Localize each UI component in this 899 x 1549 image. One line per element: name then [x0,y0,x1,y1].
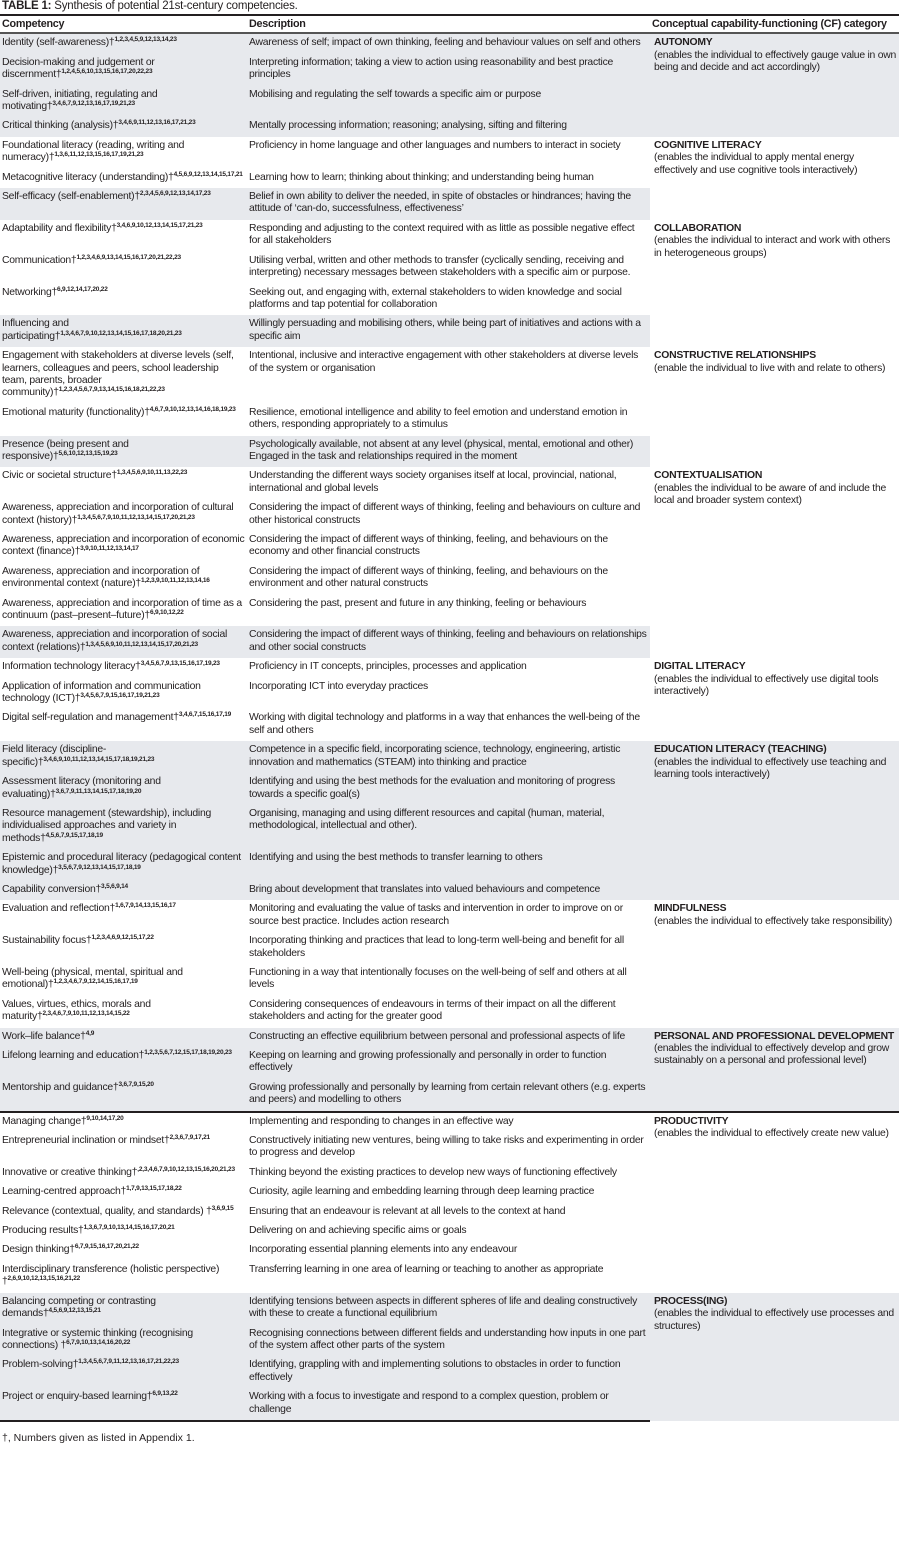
reference-numbers: 9,10,14,17,20 [86,1114,124,1122]
reference-numbers: 3,5,6,7,9,12,13,14,15,17,18,19 [58,863,141,871]
description-cell: Incorporating essential planning elements into any endeavour [249,1244,518,1256]
competency-cell [0,1047,247,1079]
reference-numbers: 3,5,6,9,14 [101,882,128,890]
header-category: Conceptual capability-functioning (CF) category [650,15,899,33]
table-row [0,137,899,169]
competency-name: Application of information and communication technology (ICT)† [2,680,201,705]
reference-numbers: 1,2,3,4,6,9,13,14,15,16,17,20,21,22,23 [76,253,181,261]
description-cell: Awareness of self; impact of own thinking, feeling and behaviour values on self and others [247,33,650,53]
competency-name: Self-driven, initiating, regulating and motivating† [2,88,158,113]
reference-numbers: 4,5,6,9,12,13,15,21 [48,1307,101,1315]
reference-numbers: 6,9,10,12,22 [149,609,184,617]
competency-cell [0,1388,247,1421]
competency-cell [0,315,247,347]
competency-name: Capability conversion† [2,883,102,895]
reference-numbers: 1,3,4,5,6,7,9,11,12,13,16,17,21,22,23 [78,1358,179,1366]
competency-name: Problem-solving† [2,1359,79,1371]
caption-label: TABLE 1: [2,0,52,12]
category-cell [650,347,899,467]
reference-numbers: 1,2,3,4,6,7,9,12,14,15,16,17,19 [53,978,138,986]
reference-numbers: 2,3,6,7,9,17,21 [169,1134,210,1142]
category-name: PERSONAL AND PROFESSIONAL DEVELOPMENT [654,1030,894,1042]
reference-numbers: 1,3,4,5,6,9,10,11,12,13,14,15,17,20,21,23 [85,640,198,648]
reference-numbers: 1,2,3,4,5,9,12,13,14,23 [114,36,177,44]
category-name: COGNITIVE LITERACY [654,139,762,151]
competency-name: Foundational literacy (reading, writing and numeracy)† [2,139,185,164]
description-cell: Mobilising and regulating the self towards a specific aim or purpose [247,86,650,118]
category-description: (enables the individual to effectively develop and grow sustainably on a personal and professional level) [654,1043,890,1067]
competency-name: Self-efficacy (self-enablement)† [2,191,140,203]
description-cell: Competence in a specific field, incorporating science, technology, engineering, artistic innovation and mathematics (STEAM) into thinking and practice [247,741,650,773]
reference-numbers: 5,6,10,12,13,15,19,23 [58,449,118,457]
description-cell: Identifying, grappling with and implementing solutions to obstacles in order to function effectively [247,1356,650,1388]
category-name: PRODUCTIVITY [654,1115,729,1127]
reference-numbers: 6,7,9,10,13,14,16,20,22 [66,1338,131,1346]
competency-name: Learning-centred approach† [2,1186,127,1198]
description-cell: Proficiency in home language and other languages and numbers to interact in society [249,139,621,151]
description-cell: Constructing an effective equilibrium between personal and professional aspects of life [247,1028,650,1047]
competency-cell [0,626,247,658]
reference-numbers: 3,6,9,15 [211,1204,234,1212]
competency-cell [0,658,247,677]
reference-numbers: 1,3,6,11,12,13,15,16,17,19,21,23 [54,151,144,159]
competency-name: Field literacy (discipline-specific)† [2,744,107,768]
category-cell [650,1293,899,1421]
competency-name: Decision-making and judgement or discernment† [2,56,155,81]
reference-numbers: 3,9,10,11,12,13,14,17 [80,545,139,553]
category-cell [650,33,899,136]
competency-name: Networking† [2,286,58,298]
competency-name: Metacognitive literacy (understanding)† [2,171,174,183]
reference-numbers: 6,9,13,22 [152,1390,178,1398]
header-description: Description [247,15,650,33]
competency-cell [0,849,247,881]
competency-cell [0,1079,247,1112]
category-description: (enables the individual to effectively take responsibility) [654,915,893,927]
competency-table [0,14,899,1422]
competency-cell [0,563,247,595]
reference-numbers: 3,4,6,9,10,12,13,14,15,17,21,23 [116,221,203,229]
reference-numbers: 4,5,6,7,9,15,17,18,19 [45,831,103,839]
description-cell: Curiosity, agile learning and embedding learning through deep learning practice [249,1186,595,1198]
description-cell: Incorporating ICT into everyday practices [249,680,428,692]
table-caption [0,0,899,14]
category-name: COLLABORATION [654,222,742,234]
competency-name: Civic or societal structure† [2,470,117,482]
competency-cell [0,1241,247,1260]
competency-cell [0,805,247,849]
reference-numbers: 6,7,9,15,16,17,20,21,22 [74,1243,139,1251]
category-description: (enables the individual to effectively use digital tools interactively) [654,673,879,698]
competency-name: Adaptability and flexibility† [2,222,117,234]
description-cell: Resilience, emotional intelligence and ability to feel emotion and understand emotion in others, responding appropriately to a stimulus [249,406,628,431]
reference-numbers: 3,4,6,9,11,12,13,16,17,21,23 [118,119,196,127]
competency-name: Communication† [2,254,77,266]
competency-cell [0,1203,247,1222]
reference-numbers: 1,2,3,4,6,9,12,15,17,22 [91,934,154,942]
description-cell: Considering consequences of endeavours in terms of their impact on all the different stakeholders and acting for the greater good [249,998,616,1023]
category-cell [650,467,899,658]
competency-cell [0,467,247,499]
category-description: (enables the individual to apply mental energy effectively and use cognitive tools interactively) [654,152,858,176]
competency-cell [0,284,247,316]
competency-cell [0,220,247,252]
competency-cell [0,1293,247,1325]
reference-numbers: 1,3,4,5,6,7,9,10,11,12,13,14,15,17,20,21,23 [77,513,195,521]
competency-cell [0,188,247,220]
description-cell: Considering the impact of different ways of thinking, feeling and behaviours on culture and other historical constructs [249,502,641,526]
header-competency: Competency [0,15,247,33]
description-cell: Recognising connections between different fields and understanding how inputs in one part of the system affect other parts of the system [247,1325,650,1357]
table-row [0,658,899,677]
competency-cell [0,33,247,53]
description-cell: Intentional, inclusive and interactive engagement with other stakeholders at diverse levels of the system or organisation [249,350,639,374]
table-row [0,900,899,932]
description-cell: Ensuring that an endeavour is relevant at all levels to the context at hand [249,1205,566,1217]
table-header-row [0,15,899,33]
description-cell: Identifying and using the best methods for the evaluation and monitoring of progress towards a specific goal(s) [247,773,650,805]
competency-name: Critical thinking (analysis)† [2,120,119,132]
description-cell: Identifying tensions between aspects in different spheres of life and dealing constructively with these to create a functional equilibrium [247,1293,650,1325]
reference-numbers: 4,6,7,9,10,12,13,14,16,18,19,23 [149,405,236,413]
competency-name: Awareness, appreciation and incorporation of economic context (finance)† [2,534,245,558]
reference-numbers: 3,4,6,9,10,11,12,13,14,15,17,18,19,21,23 [43,755,155,763]
reference-numbers: 1,2,3,9,10,11,12,13,14,16 [140,577,210,585]
competency-name: Influencing and participating† [2,318,69,342]
description-cell: Mentally processing information; reasoning; analysing, sifting and filtering [247,117,650,136]
description-cell: Proficiency in IT concepts, principles, processes and application [249,661,527,673]
description-cell: Utilising verbal, written and other methods to transfer (cyclically sending, receiving and interpreting) necessary messages between stakeholders with a specific aim or purpose. [249,254,631,279]
category-description: (enables the individual to effectively gauge value in own being and decide and act accordingly) [654,49,897,74]
reference-numbers: 3,4,6,7,9,12,13,16,17,19,21,23 [52,100,135,108]
competency-cell [0,137,247,169]
reference-numbers: 1,6,7,9,14,13,15,16,17 [115,902,176,910]
competency-name: Balancing competing or contrasting demands† [2,1295,156,1320]
reference-numbers: 1,3,6,7,9,10,13,14,15,16,17,20,21 [83,1224,175,1232]
competency-name: Resource management (stewardship), including individualised approaches and variety in methods† [2,807,212,844]
category-name: CONTEXTUALISATION [654,470,763,482]
description-cell: Considering the impact of different ways of thinking, feeling and behaviours on relationships and other social constructs [247,626,650,658]
reference-numbers: 1,2,3,4,5,6,7,9,13,14,15,16,18,21,22,23 [58,386,165,394]
competency-cell [0,404,247,436]
competency-name: Awareness, appreciation and incorporation of time as a continuum (past–present–future)† [2,597,242,622]
competency-name: Work–life balance† [2,1030,86,1042]
category-description: (enables the individual to be aware of and include the local and broader system context) [654,482,887,507]
competency-cell [0,347,247,404]
reference-numbers: 2,3,4,6,7,9,10,11,12,13,14,15,22 [42,1010,130,1018]
table-row [0,1293,899,1325]
competency-cell [0,117,247,136]
category-cell [650,658,899,741]
competency-name: Project or enquiry-based learning† [2,1391,153,1403]
reference-numbers: 1,3,4,6,7,9,10,12,13,14,15,16,17,18,20,21,23 [60,329,182,337]
competency-name: Integrative or systemic thinking (recognising connections) † [2,1327,193,1351]
description-cell: Keeping on learning and growing professionally and personally in order to function effectively [247,1047,650,1079]
competency-cell [0,1183,247,1202]
description-cell: Thinking beyond the existing practices to develop new ways of functioning effectively [249,1166,617,1178]
description-cell: Implementing and responding to changes in an effective way [247,1112,650,1132]
reference-numbers: 3,4,6,7,15,16,17,19 [178,711,232,719]
competency-name: Values, virtues, ethics, morals and maturity† [2,998,151,1023]
competency-name: Lifelong learning and education† [2,1050,145,1061]
description-cell: Interpreting information; taking a view to action using reasonability and best practice principles [247,54,650,86]
reference-numbers: 6,9,12,14,17,20,22 [57,285,108,293]
table-row [0,741,899,773]
competency-name: Mentorship and guidance† [2,1081,119,1093]
competency-name: Assessment literacy (monitoring and evaluating)† [2,776,161,800]
competency-cell [0,932,247,964]
competency-name: Design thinking† [2,1244,75,1256]
competency-name: Digital self-regulation and management† [2,712,179,724]
competency-cell [0,1222,247,1241]
competency-name: Presence (being present and responsive)† [2,438,129,462]
description-cell: Constructively initiating new ventures, being willing to take risks and experimenting in order to progress and develop [249,1135,644,1159]
category-cell [650,900,899,1027]
table-row [0,33,899,53]
competency-name: Information technology literacy† [2,661,141,673]
table-body [0,33,899,1421]
competency-name: Awareness, appreciation and incorporation of environmental context (nature)† [2,565,200,590]
reference-numbers: 4,9 [85,1029,95,1037]
competency-name: Awareness, appreciation and incorporation of social context (relations)† [2,629,228,653]
description-cell: Growing professionally and personally by learning from certain relevant others (e.g. experts and peers) and modelling to others [247,1079,650,1112]
reference-numbers: 1,3,4,5,6,9,10,11,13,22,23 [116,469,188,477]
competency-cell [0,54,247,86]
competency-name: Engagement with stakeholders at diverse levels (self, learners, colleagues and peers, school leadership team, parents, broader community)† [2,350,234,399]
reference-numbers: 3,6,7,9,15,20 [118,1080,154,1088]
footnote: †, Numbers given as listed in Appendix 1. [2,1431,195,1444]
competency-name: Producing results† [2,1225,84,1237]
competency-cell [0,595,247,627]
description-cell: Working with digital technology and platforms in a way that enhances the well-being of the self and others [249,712,640,736]
competency-name: Entrepreneurial inclination or mindset† [2,1135,170,1147]
reference-numbers: 2,3,4,5,6,9,12,13,14,17,23 [139,190,211,198]
competency-name: Innovative or creative thinking† [2,1166,138,1178]
caption-text: Synthesis of potential 21st-century competencies. [51,0,298,12]
category-name: MINDFULNESS [654,903,727,915]
competency-cell [0,1164,247,1183]
competency-cell [0,86,247,118]
description-cell: Willingly persuading and mobilising others, while being part of initiatives and actions with a specific aim [247,315,650,347]
category-description: (enables the individual to effectively use teaching and learning tools interactively) [654,756,887,781]
competency-cell [0,900,247,932]
reference-numbers: 2,6,9,10,12,13,15,16,21,22 [7,1275,81,1283]
description-cell: Considering the impact of different ways of thinking, feeling, and behaviours on the economy and other financial constructs [249,534,608,558]
competency-cell [0,709,247,741]
description-cell: Monitoring and evaluating the value of tasks and intervention in order to improve on or source best practice. Includes action research [249,903,623,927]
competency-cell [0,881,247,900]
competency-name: Epistemic and procedural literacy (pedagogical content knowledge)† [2,852,241,876]
competency-name: Sustainability focus† [2,935,92,947]
competency-cell [0,964,247,996]
description-cell: Identifying and using the best methods to transfer learning to others [247,849,650,881]
reference-numbers: 3,4,5,6,7,9,13,15,16,17,19,23 [140,660,220,668]
competency-name: Identity (self-awareness)† [2,37,115,49]
competency-cell [0,531,247,563]
description-cell: Understanding the different ways society organises itself at local, provincial, national, international and global levels [249,470,617,494]
category-description: (enables the individual to effectively use processes and structures) [654,1308,894,1332]
category-name: CONSTRUCTIVE RELATIONSHIPS [654,350,816,362]
description-cell: Learning how to learn; thinking about thinking; and understanding being human [249,171,594,183]
competency-cell [0,436,247,468]
description-cell: Belief in own ability to deliver the needed, in spite of obstacles or hindrances; having the attitude of ‘can-do, successfulness, effectiveness’ [247,188,650,220]
description-cell: Considering the impact of different ways of thinking, feeling, and behaviours on the environment and other natural constructs [249,565,608,590]
reference-numbers: 4,5,6,9,12,13,14,15,17,21 [173,170,243,178]
reference-numbers: ,2,3,4,6,7,9,10,12,13,15,16,20,21,23 [137,1165,235,1173]
category-cell [650,220,899,347]
competency-name: Evaluation and reflection† [2,903,116,915]
description-cell: Incorporating thinking and practices that lead to long-term well-being and benefit for all stakeholders [249,935,624,959]
description-cell: Delivering on and achieving specific aims or goals [249,1225,467,1237]
category-description: (enables the individual to interact and work with others in heterogeneous groups) [654,235,891,259]
competency-name: Interdisciplinary transference (holistic perspective) † [2,1263,220,1288]
category-description: (enable the individual to live with and relate to others) [654,362,886,374]
competency-name: Relevance (contextual, quality, and standards) † [2,1205,212,1217]
description-cell: Bring about development that translates into valued behaviours and competence [247,881,650,900]
table-row [0,1028,899,1047]
competency-cell [0,1132,247,1164]
competency-cell [0,169,247,188]
competency-cell [0,773,247,805]
category-name: EDUCATION LITERACY (TEACHING) [654,744,827,756]
description-cell: Seeking out, and engaging with, external stakeholders to widen knowledge and social platforms and tap potential for collaboration [249,286,622,310]
reference-numbers: 1,2,3,5,6,7,12,15,17,18,19,20,23 [144,1049,232,1056]
competency-cell [0,252,247,284]
category-description: (enables the individual to effectively create new value) [654,1128,889,1140]
description-cell: Considering the past, present and future in any thinking, feeling or behaviours [249,597,587,609]
category-name: PROCESS(ING) [654,1295,728,1307]
competency-cell [0,1261,247,1293]
table-row [0,467,899,499]
competency-cell [0,1028,247,1047]
reference-numbers: 1,2,4,5,6,10,13,15,16,17,20,22,23 [61,68,153,76]
competency-cell [0,678,247,710]
category-name: DIGITAL LITERACY [654,661,746,673]
category-cell [650,1028,899,1112]
description-cell: Psychologically available, not absent at any level (physical, mental, emotional and other) Engaged in the task and relationships required in the moment [247,436,650,468]
reference-numbers: 3,4,5,6,7,9,15,16,17,19,21,23 [80,692,160,700]
table-row [0,347,899,404]
table-row [0,220,899,252]
competency-cell [0,1112,247,1132]
description-cell: Functioning in a way that intentionally focuses on the well-being of self and others at all levels [249,966,627,991]
category-cell [650,1112,899,1293]
category-name: AUTONOMY [654,37,713,49]
description-cell: Responding and adjusting to the context required with as little as possible negative effect for all stakeholders [249,222,635,247]
reference-numbers: 3,6,7,9,11,13,14,15,17,18,19,20 [55,787,142,795]
category-cell [650,137,899,220]
description-cell: Transferring learning in one area of learning or teaching to another as appropriate [249,1263,604,1275]
table-row [0,1112,899,1132]
competency-name: Managing change† [2,1115,87,1127]
competency-cell [0,499,247,531]
competency-name: Well-being (physical, mental, spiritual and emotional)† [2,966,183,991]
reference-numbers: 1,7,9,13,15,17,18,22 [126,1185,182,1193]
competency-name: Awareness, appreciation and incorporation of cultural context (history)† [2,502,234,526]
category-cell [650,741,899,900]
competency-cell [0,996,247,1028]
description-cell: Organising, managing and using different resources and capital (human, material, methodological, intellectual and other). [247,805,650,849]
competency-cell [0,1356,247,1388]
description-cell: Working with a focus to investigate and respond to a complex question, problem or challenge [247,1388,650,1421]
competency-name: Emotional maturity (functionality)† [2,406,150,418]
competency-cell [0,741,247,773]
competency-cell [0,1325,247,1357]
